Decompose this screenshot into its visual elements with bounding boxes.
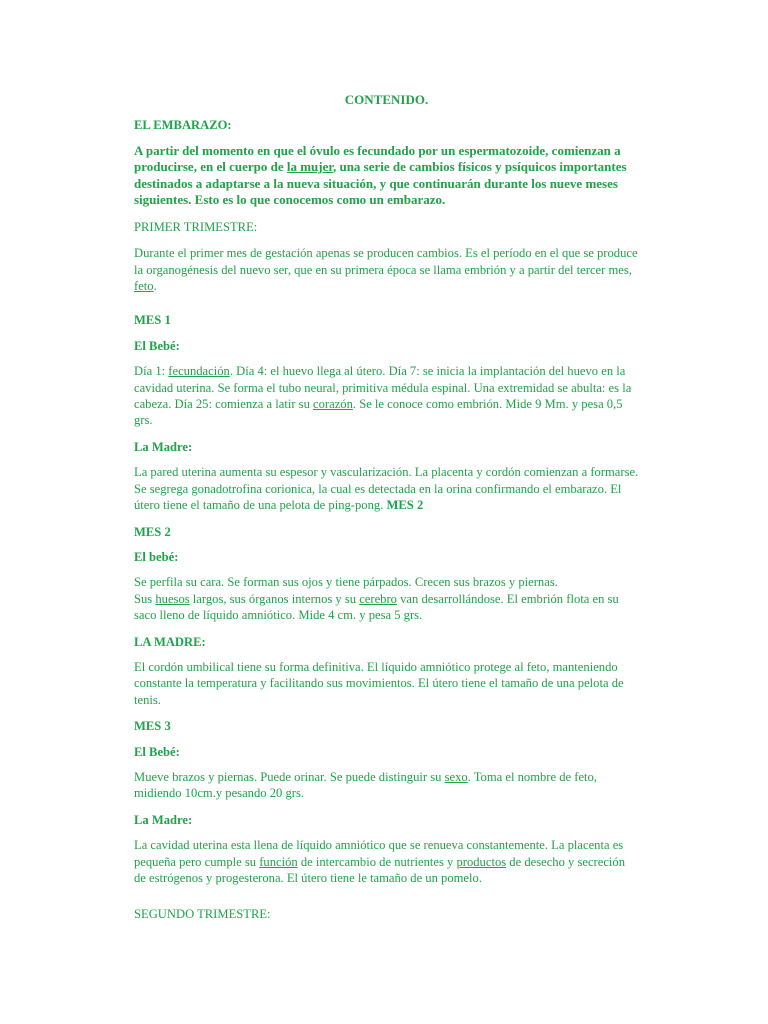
trimester1-heading: PRIMER TRIMESTRE: <box>134 219 258 234</box>
mes2-bebe-heading: El bebé: <box>134 549 179 564</box>
mes3-bebe-paragraph <box>134 769 639 802</box>
mes1-madre-bold: MES 2 <box>386 498 424 513</box>
trimester1-text-2: . <box>153 279 157 294</box>
link-feto[interactable]: feto <box>134 279 154 294</box>
link-funcion[interactable]: función <box>259 854 298 869</box>
mes2-bebe-paragraph <box>134 574 639 623</box>
mes3-madre-heading: La Madre: <box>134 812 193 827</box>
mes3-madre-text-1: La cavidad uterina esta llena de líquido amniótico que se renueva constantemente. La placenta es pequeña pero cumple su <box>134 838 624 869</box>
mes1-bebe-heading: El Bebé: <box>134 338 180 353</box>
trimester2-heading: SEGUNDO TRIMESTRE: <box>134 907 271 922</box>
mes3-madre-text-2: de intercambio de nutrientes y <box>297 854 457 869</box>
mes1-madre-paragraph <box>134 464 639 513</box>
mes3-heading: MES 3 <box>134 719 171 734</box>
mes3-madre-text-3: de desecho y secreción de estrógenos y progesterona. El útero tiene le tamaño de un pomelo. <box>134 854 626 885</box>
trimester1-paragraph <box>134 245 639 294</box>
section-heading-embarazo: EL EMBARAZO: <box>134 118 232 133</box>
mes2-bebe-text-4: van desarrollándose. El embrión flota en su saco lleno de líquido amniótico. Mide 4 cm. y pesa 5 grs. <box>134 591 619 623</box>
mes3-bebe-text-1: Mueve brazos y piernas. Puede orinar. Se puede distinguir su <box>134 769 445 784</box>
trimester1-text-1: Durante el primer mes de gestación apenas se producen cambios. Es el período en el que se produce la organogénesis del nuevo ser, que en su primera época se llama embrión y a partir del tercer mes, <box>134 246 638 277</box>
intro-text-2: , una serie de cambios físicos y psíquicos importantes destinados a adaptarse a la nueva situación, y que continuarán durante los nueve meses siguientes. Esto es lo que conocemos como un embarazo. <box>134 159 627 208</box>
mes2-bebe-text-3: largos, sus órganos internos y su <box>189 591 360 606</box>
mes3-madre-paragraph <box>134 837 639 886</box>
mes1-heading: MES 1 <box>134 313 171 328</box>
mes3-bebe-heading: El Bebé: <box>134 744 180 759</box>
link-productos[interactable]: productos <box>456 854 507 869</box>
link-cerebro[interactable]: cerebro <box>359 591 397 606</box>
link-huesos[interactable]: huesos <box>155 591 190 606</box>
mes2-madre-heading: LA MADRE: <box>134 634 206 649</box>
mes1-bebe-text-2: . Día 4: el huevo llega al útero. Día 7: se inicia la implantación del huevo en la cavidad uterina. Se forma el tubo neural, primitiva médula espinal. Una extremidad se abulta: es la cabeza. Día 25: comienza a latir su <box>134 364 632 412</box>
link-corazon[interactable]: corazón <box>313 397 353 412</box>
document-title: CONTENIDO. <box>344 92 429 107</box>
mes3-bebe-text-2: . Toma el nombre de feto, midiendo 10cm.y pesando 20 grs. <box>134 769 598 801</box>
link-fecundacion[interactable]: fecundación <box>168 364 230 379</box>
mes1-bebe-paragraph <box>134 363 639 429</box>
intro-paragraph <box>134 143 639 209</box>
link-sexo[interactable]: sexo <box>444 769 468 784</box>
mes1-madre-text-1: La pared uterina aumenta su espesor y vascularización. La placenta y cordón comienzan a formarse. Se segrega gonadotrofina corionica, la cual es detectada en la orina confirmando el embarazo. El útero tiene el tamaño de una pelota de ping-pong. <box>134 465 639 513</box>
mes2-bebe-text-1: Se perfila su cara. Se forman sus ojos y tiene párpados. Crecen sus brazos y piernas. <box>134 575 558 590</box>
mes2-bebe-text-2: Sus <box>134 591 156 606</box>
mes1-madre-heading: La Madre: <box>134 439 193 454</box>
mes1-bebe-text-3: . Se le conoce como embrión. Mide 9 Mm. y pesa 0,5 grs. <box>134 397 623 428</box>
mes2-heading: MES 2 <box>134 524 171 539</box>
mes1-bebe-text-1: Día 1: <box>134 364 169 379</box>
document-content <box>134 92 639 933</box>
intro-text-1: A partir del momento en que el óvulo es fecundado por un espermatozoide, comienzan a producirse, en el cuerpo de <box>134 142 621 175</box>
mes2-madre-paragraph: El cordón umbilical tiene su forma definitiva. El líquido amniótico protege al feto, manteniendo constante la temperatura y facilitando sus movimientos. El útero tiene el tamaño de una pelota de tenis. <box>134 659 624 707</box>
link-la-mujer[interactable]: la mujer <box>286 159 333 175</box>
